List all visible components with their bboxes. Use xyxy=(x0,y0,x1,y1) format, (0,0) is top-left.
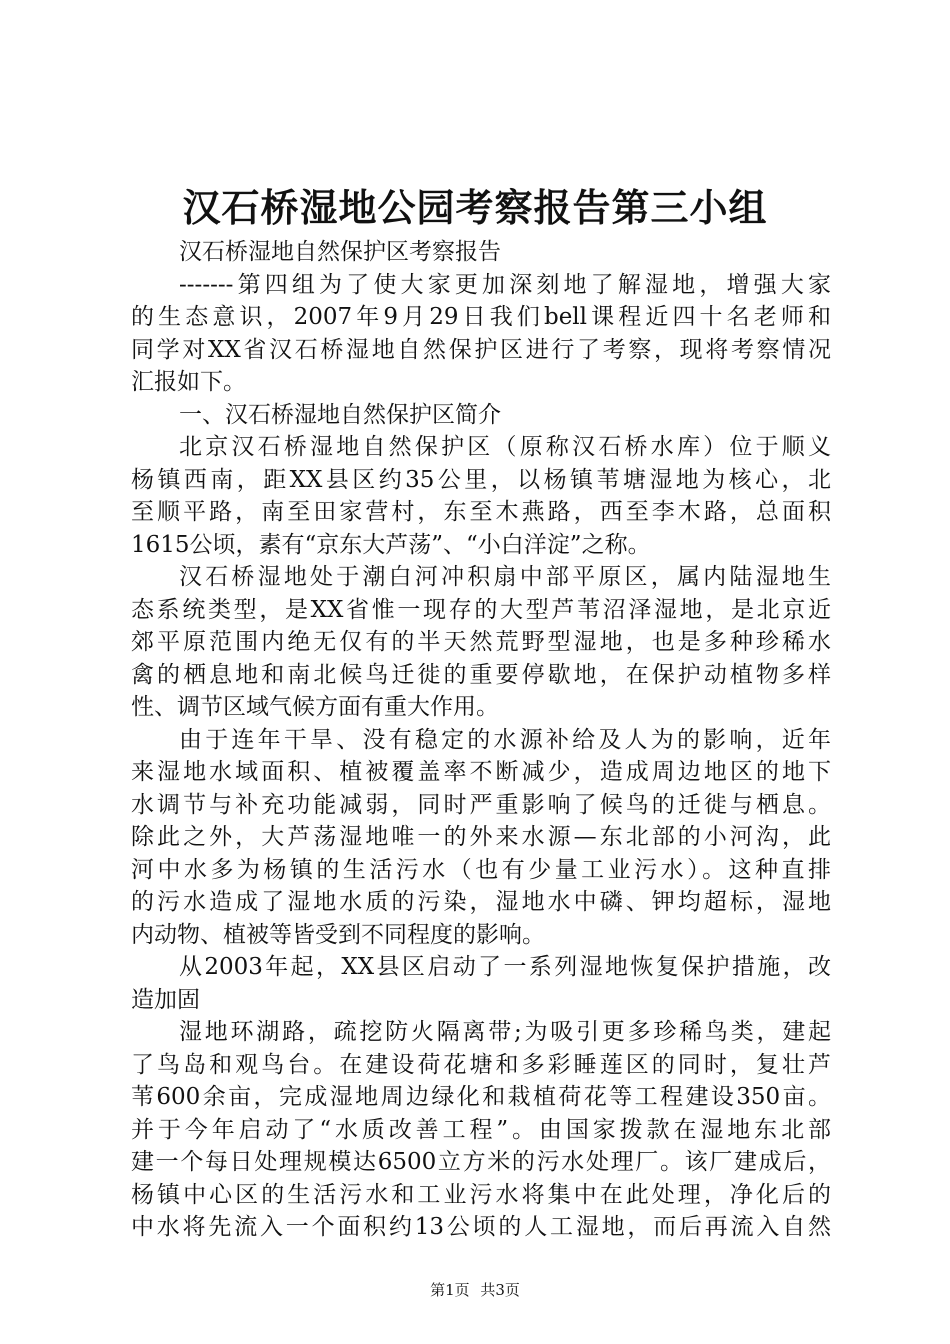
body-line: 汇报如下。 xyxy=(131,369,246,395)
body-line: 并于今年启动了“水质改善工程”。由国家拨款在湿地东北部 xyxy=(131,1116,831,1143)
body-line: 建一个每日处理规模达6500立方米的污水处理厂。该厂建成后， xyxy=(131,1149,831,1175)
body-line: 造加固 xyxy=(131,986,200,1013)
page-footer xyxy=(0,1280,950,1300)
body-line: 水调节与补充功能减弱，同时严重影响了候鸟的迁徙与栖息。 xyxy=(131,791,831,818)
body-line: 汉石桥湿地自然保护区考察报告 xyxy=(179,239,501,265)
body-line: 了鸟岛和观鸟台。在建设荷花塘和多彩睡莲区的同时，复壮芦 xyxy=(131,1051,831,1078)
document-title: 汉石桥湿地公园考察报告第三小组 xyxy=(182,185,768,230)
body-line: 除此之外，大芦荡湿地唯一的外来水源—东北部的小河沟，此 xyxy=(131,824,831,850)
body-line: -------第四组为了使大家更加深刻地了解湿地，增强大家 xyxy=(179,271,831,298)
body-line: 来湿地水域面积、植被覆盖率不断减少，造成周边地区的地下 xyxy=(131,759,831,785)
page-number: 第1页 xyxy=(430,1281,470,1299)
body-line: 杨镇西南，距XX县区约35公里，以杨镇苇塘湿地为核心，北 xyxy=(131,466,831,493)
page-total: 共3页 xyxy=(480,1281,520,1299)
body-line: 汉石桥湿地处于潮白河冲积扇中部平原区，属内陆湿地生 xyxy=(179,564,831,590)
body-line: 内动物、植被等皆受到不同程度的影响。 xyxy=(131,921,545,948)
body-line: 河中水多为杨镇的生活污水（也有少量工业污水）。这种直排 xyxy=(131,856,831,883)
body-line: 从2003年起，XX县区启动了一系列湿地恢复保护措施，改 xyxy=(179,954,831,980)
body-line: 郊平原范围内绝无仅有的半天然荒野型湿地，也是多种珍稀水 xyxy=(131,629,831,655)
body-line: 由于连年干旱、没有稳定的水源补给及人为的影响，近年 xyxy=(179,726,831,753)
body-line: 性、调节区域气候方面有重大作用。 xyxy=(131,694,499,720)
body-line: 态系统类型，是XX省惟一现存的大型芦苇沼泽湿地，是北京近 xyxy=(131,596,831,623)
body-line: 同学对XX省汉石桥湿地自然保护区进行了考察，现将考察情况 xyxy=(131,336,831,363)
body-line: 的生态意识，2007年9月29日我们bell课程近四十名老师和 xyxy=(131,304,831,330)
body-line: 1615公顷，素有“京东大芦荡”、“小白洋淀”之称。 xyxy=(131,531,651,558)
body-line: 北京汉石桥湿地自然保护区（原称汉石桥水库）位于顺义 xyxy=(179,434,831,460)
body-line: 中水将先流入一个面积约13公顷的人工湿地，而后再流入自然 xyxy=(131,1214,831,1240)
body-line: 湿地环湖路，疏挖防火隔离带;为吸引更多珍稀鸟类，建起 xyxy=(179,1019,831,1045)
body-line: 禽的栖息地和南北候鸟迁徙的重要停歇地，在保护动植物多样 xyxy=(131,661,831,688)
document-body xyxy=(131,236,831,1244)
body-line: 至顺平路，南至田家营村，东至木燕路，西至李木路，总面积 xyxy=(131,499,831,525)
body-line: 苇600余亩，完成湿地周边绿化和栽植荷花等工程建设350亩。 xyxy=(131,1084,831,1110)
body-line: 一、汉石桥湿地自然保护区简介 xyxy=(179,401,501,428)
body-line: 的污水造成了湿地水质的污染，湿地水中磷、钾均超标，湿地 xyxy=(131,889,831,915)
body-line: 杨镇中心区的生活污水和工业污水将集中在此处理，净化后的 xyxy=(131,1181,831,1208)
